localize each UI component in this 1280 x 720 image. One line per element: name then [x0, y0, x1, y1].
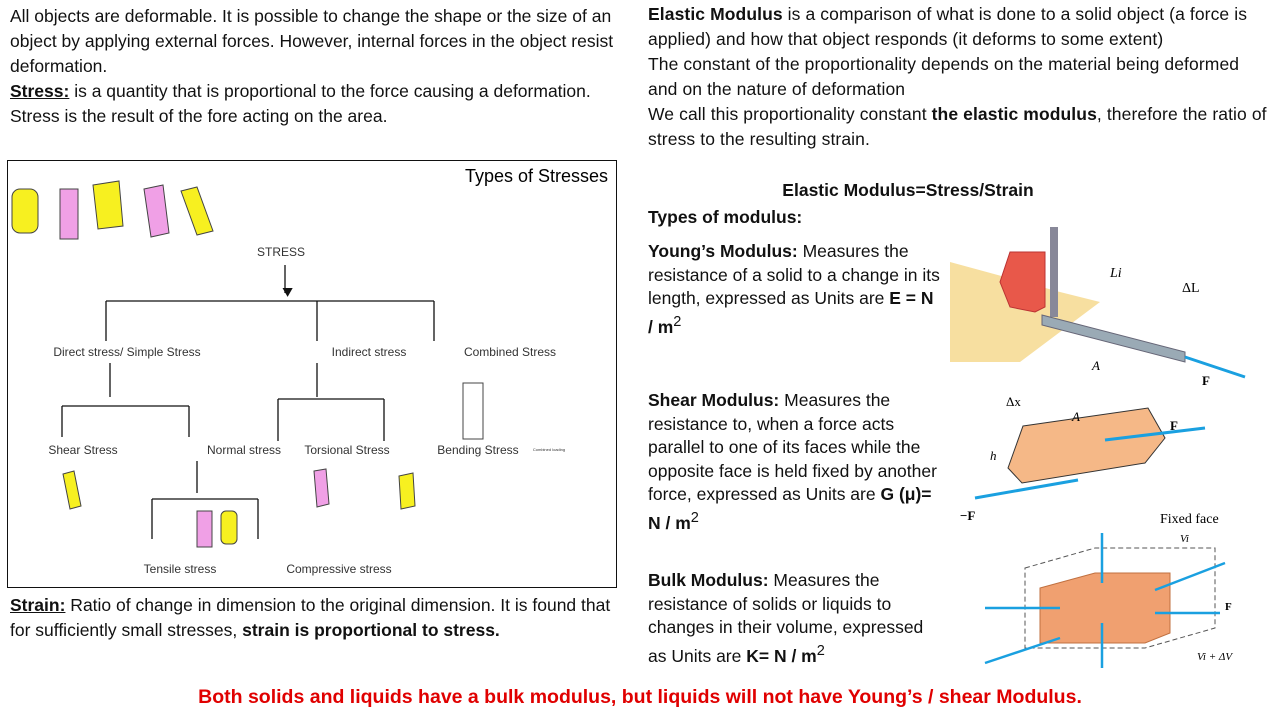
tension-block-icon	[60, 189, 78, 239]
young-desc: Measures the resistance of a solid to a change in its length, expressed as Units are	[648, 241, 940, 308]
bending-stress-icon	[399, 473, 415, 509]
diagram-title: Types of Stresses	[464, 166, 608, 186]
strain-bold-text: strain is proportional to stress.	[242, 620, 500, 640]
elastic-text-3a: We call this proportionality constant	[648, 104, 932, 124]
node-bending-stress: Bending Stress	[437, 443, 519, 457]
force-label: F	[1202, 373, 1210, 387]
shear-block	[1008, 408, 1165, 483]
elastic-modulus-label: Elastic Modulus	[648, 4, 783, 24]
shear-block-icon	[181, 187, 213, 235]
force-arrow	[1185, 357, 1245, 377]
fixed-face-label: Fixed face	[1160, 512, 1219, 527]
node-combined-stress: Combined Stress	[463, 345, 557, 359]
elastic-text-3c: , therefore the ratio of stress to the resulting strain.	[648, 104, 1267, 149]
elastic-modulus-formula: Elastic Modulus=Stress/Strain	[782, 180, 1034, 200]
combined-loading-icon	[463, 383, 483, 439]
strain-text: Ratio of change in dimension to the original dimension. It is found that for sufficiently small stresses,	[10, 595, 611, 640]
intro-text: All objects are deformable. It is possible to change the shape or the size of an object by applying external forces. However, internal forces in the object resist deformation.	[10, 6, 614, 76]
types-of-stresses-diagram	[7, 160, 617, 588]
tensile-stress-icon	[197, 511, 212, 547]
node-compressive-stress: Compressive stress	[286, 562, 392, 576]
young-modulus-text	[648, 240, 943, 339]
node-tensile-stress: Tensile stress	[143, 562, 217, 576]
final-volume-label: Vi + ΔV	[1197, 651, 1233, 663]
young-modulus-figure	[950, 212, 1250, 387]
delta-l-label: ΔL	[1182, 281, 1200, 296]
bulk-label: Bulk Modulus:	[648, 570, 769, 590]
negative-force-label: −F	[960, 508, 976, 523]
node-shear-stress: Shear Stress	[48, 443, 118, 457]
young-label: Young’s Modulus:	[648, 241, 798, 261]
shear-modulus-text	[648, 389, 943, 535]
tree-connectors	[62, 265, 434, 539]
force-label: F	[1225, 601, 1232, 613]
height-label: h	[990, 448, 997, 463]
young-units: E = N / m	[648, 288, 934, 337]
combined-loading-caption: Combined loading	[532, 447, 566, 452]
elastic-text-3b: the elastic modulus	[931, 104, 1097, 124]
node-direct-stress: Direct stress/ Simple Stress	[53, 345, 201, 359]
node-indirect-stress: Indirect stress	[331, 345, 407, 359]
bulk-units: K= N / m	[746, 645, 817, 666]
elastic-text-2: The constant of the proportionality depends on the material being deformed and on the nature of deformation	[648, 54, 1240, 99]
compressive-stress-icon	[221, 511, 237, 544]
stress-label: Stress:	[10, 81, 70, 101]
force-label: F	[1170, 418, 1178, 433]
elastic-modulus-paragraph	[648, 2, 1273, 152]
shear-desc: Measures the resistance to, when a force acts parallel to one of its faces while the opposite face is held fixed by another force, expressed as Units are	[648, 390, 937, 504]
footer-note: Both solids and liquids have a bulk modulus, but liquids will not have Young’s / shear Modulus.	[198, 686, 1082, 708]
clamp-screw	[1050, 227, 1058, 317]
initial-volume-label: Vi	[1180, 533, 1189, 545]
bending-block-icon	[93, 181, 123, 229]
bulk-modulus-figure	[975, 528, 1265, 668]
delta-x-label: Δx	[1006, 394, 1021, 409]
area-label: A	[1092, 358, 1100, 373]
strain-label: Strain:	[10, 595, 66, 615]
li-label: Li	[1110, 266, 1122, 281]
shear-stress-icon	[63, 471, 81, 509]
node-torsional-stress: Torsional Stress	[304, 443, 390, 457]
shear-units: G (μ)= N / m	[648, 484, 932, 533]
stress-illustrations	[12, 181, 213, 239]
node-normal-stress: Normal stress	[206, 443, 282, 457]
shear-label: Shear Modulus:	[648, 390, 780, 410]
node-stress: STRESS	[256, 245, 306, 259]
torsional-stress-icon	[314, 469, 329, 507]
strain-paragraph	[10, 593, 620, 643]
bulk-modulus-text	[648, 569, 943, 668]
intro-paragraph	[10, 4, 630, 129]
stress-definition: is a quantity that is proportional to the force causing a deformation. Stress is the result of the fore acting on the area.	[10, 81, 591, 126]
stress-small-illustrations	[63, 383, 483, 547]
shear-modulus-figure	[950, 388, 1260, 528]
rod-icon	[1042, 315, 1185, 362]
young-sup: 2	[673, 313, 682, 330]
elastic-text-1: is a comparison of what is done to a solid object (a force is applied) and how that object responds (it deforms to some extent)	[648, 4, 1248, 49]
compression-block-icon	[12, 189, 38, 233]
torsion-block-icon	[144, 185, 169, 237]
bulk-desc: Measures the resistance of solids or liquids to changes in their volume, expressed as Units are	[648, 570, 924, 666]
area-label: A	[1072, 409, 1080, 424]
bulk-sup: 2	[816, 642, 825, 659]
types-of-modulus-heading: Types of modulus:	[648, 207, 803, 227]
shear-sup: 2	[690, 509, 699, 526]
